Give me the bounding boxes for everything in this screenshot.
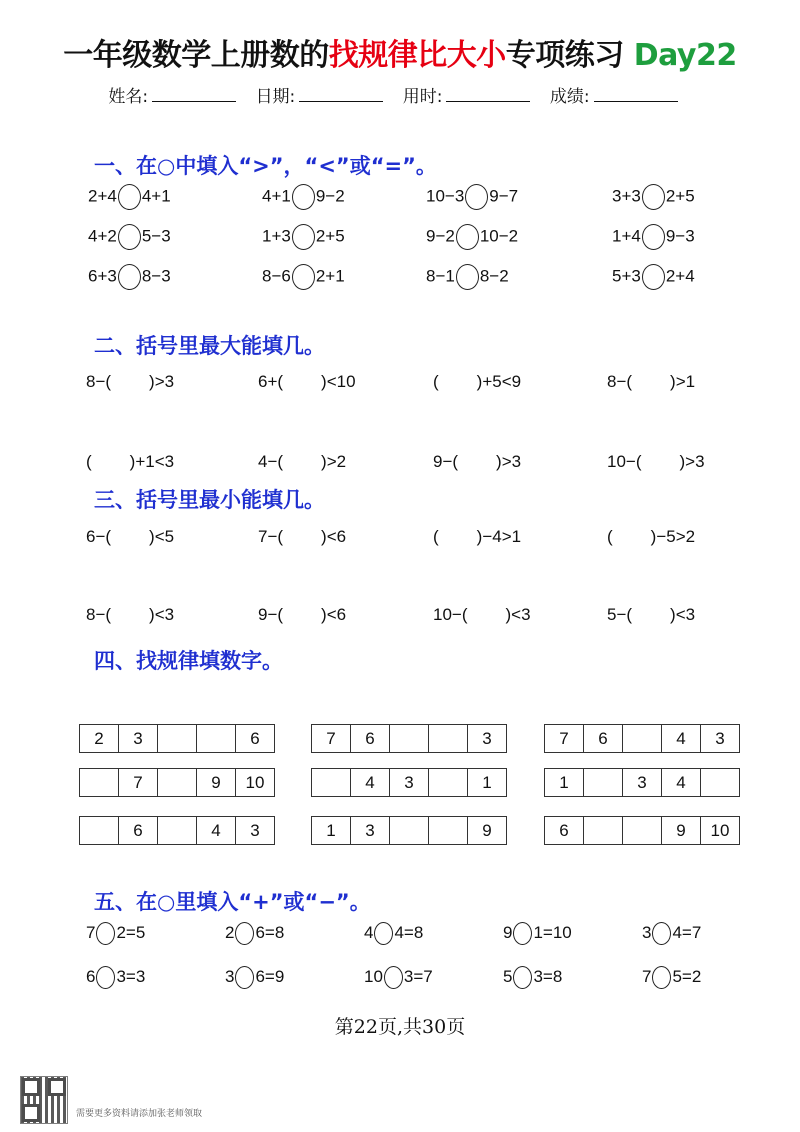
compare-item	[88, 224, 171, 250]
compare-left: 1+3	[262, 226, 291, 246]
section3-heading: 三、括号里最小能填几。	[94, 488, 325, 512]
compare-left: 3+3	[612, 186, 641, 206]
operator-item	[642, 966, 701, 989]
paren-item	[86, 605, 174, 625]
answer-circle[interactable]	[292, 264, 315, 290]
operator-item	[642, 922, 701, 945]
paren-item	[258, 527, 346, 547]
paren-left: (	[433, 372, 439, 391]
operator-right: 5=2	[672, 966, 702, 986]
pattern-cell: 9	[196, 768, 236, 797]
paren-left: 8−(	[607, 372, 633, 391]
pattern-cell[interactable]	[79, 768, 119, 797]
paren-item	[258, 452, 346, 472]
time-field[interactable]	[446, 87, 530, 102]
compare-right: 4+1	[141, 186, 171, 206]
pattern-row	[545, 768, 740, 797]
pattern-cell[interactable]	[311, 768, 351, 797]
operator-right: 6=9	[255, 966, 285, 986]
operator-right: 6=8	[255, 922, 285, 942]
student-info-row	[0, 82, 800, 107]
paren-right: )>2	[321, 452, 347, 471]
paren-item	[258, 605, 346, 625]
pattern-cell: 6	[544, 816, 584, 845]
pattern-cell[interactable]	[428, 768, 468, 797]
operator-circle[interactable]	[96, 922, 115, 945]
pattern-cell: 10	[235, 768, 275, 797]
operator-left: 9	[503, 922, 513, 942]
compare-left: 2+4	[88, 186, 117, 206]
operator-circle[interactable]	[513, 922, 532, 945]
answer-circle[interactable]	[465, 184, 488, 210]
score-field[interactable]	[594, 87, 678, 102]
pattern-cell: 3	[350, 816, 390, 845]
pattern-cell: 4	[196, 816, 236, 845]
title-tail: 专项练习	[505, 38, 624, 73]
paren-left: 10−(	[607, 452, 642, 471]
paren-left: (	[607, 527, 613, 546]
pattern-cell: 9	[467, 816, 507, 845]
compare-left: 5+3	[612, 266, 641, 286]
compare-right: 5−3	[141, 226, 171, 246]
pattern-cell[interactable]	[157, 768, 197, 797]
operator-circle[interactable]	[384, 966, 403, 989]
title-day: Day22	[633, 38, 737, 73]
paren-left: 10−(	[433, 605, 468, 624]
paren-left: (	[86, 452, 92, 471]
pattern-row	[80, 768, 275, 797]
compare-right: 2+5	[665, 186, 695, 206]
operator-left: 3	[225, 966, 235, 986]
pattern-cell[interactable]	[389, 816, 429, 845]
operator-circle[interactable]	[96, 966, 115, 989]
compare-left: 4+1	[262, 186, 291, 206]
paren-right: )<3	[149, 605, 175, 624]
paren-item	[86, 452, 174, 472]
pattern-cell: 1	[467, 768, 507, 797]
paren-item	[607, 372, 695, 392]
pattern-cell: 6	[350, 724, 390, 753]
pattern-cell: 6	[235, 724, 275, 753]
operator-left: 6	[86, 966, 96, 986]
pattern-cell: 6	[583, 724, 623, 753]
section2-heading: 二、括号里最大能填几。	[94, 334, 325, 358]
paren-item	[433, 372, 521, 392]
compare-right: 9−2	[315, 186, 345, 206]
operator-right: 4=8	[394, 922, 424, 942]
pattern-cell[interactable]	[622, 816, 662, 845]
paren-item	[607, 452, 705, 472]
compare-item	[262, 224, 345, 250]
pattern-cell: 2	[79, 724, 119, 753]
compare-right: 9−7	[489, 186, 519, 206]
paren-right: )>3	[149, 372, 175, 391]
time-label: 用时:	[402, 87, 443, 107]
title-highlight: 找规律比大小	[328, 38, 506, 73]
pattern-cell[interactable]	[700, 768, 740, 797]
compare-item	[426, 224, 518, 250]
operator-left: 7	[642, 966, 652, 986]
date-field[interactable]	[299, 87, 383, 102]
pattern-row	[80, 816, 275, 845]
answer-circle[interactable]	[642, 184, 665, 210]
paren-right: )>3	[496, 452, 522, 471]
compare-item	[262, 264, 345, 290]
paren-item	[433, 605, 531, 625]
compare-item	[612, 224, 695, 250]
compare-left: 10−3	[426, 186, 465, 206]
paren-left: 9−(	[258, 605, 284, 624]
pattern-cell: 1	[311, 816, 351, 845]
operator-circle[interactable]	[652, 966, 671, 989]
pattern-cell: 3	[622, 768, 662, 797]
pattern-cell: 9	[661, 816, 701, 845]
paren-left: (	[433, 527, 439, 546]
operator-item	[225, 922, 284, 945]
paren-left: 8−(	[86, 372, 112, 391]
page-title	[0, 30, 800, 74]
pattern-cell: 4	[661, 724, 701, 753]
answer-circle[interactable]	[118, 264, 141, 290]
pattern-cell[interactable]	[622, 724, 662, 753]
paren-right: )<10	[321, 372, 356, 391]
paren-item	[607, 527, 695, 547]
operator-item	[364, 966, 433, 989]
qr-code-icon	[20, 1076, 68, 1124]
pattern-cell: 3	[467, 724, 507, 753]
operator-left: 5	[503, 966, 513, 986]
compare-right: 2+1	[315, 266, 345, 286]
pattern-row	[545, 724, 740, 753]
paren-left: 4−(	[258, 452, 284, 471]
compare-right: 2+4	[665, 266, 695, 286]
operator-right: 4=7	[672, 922, 702, 942]
operator-right: 3=8	[533, 966, 563, 986]
compare-left: 9−2	[426, 226, 455, 246]
paren-left: 6+(	[258, 372, 284, 391]
compare-item	[612, 184, 695, 210]
paren-item	[433, 527, 521, 547]
paren-left: 8−(	[86, 605, 112, 624]
pattern-cell[interactable]	[583, 816, 623, 845]
operator-circle[interactable]	[235, 922, 254, 945]
pattern-cell: 3	[235, 816, 275, 845]
answer-circle[interactable]	[118, 184, 141, 210]
operator-circle[interactable]	[374, 922, 393, 945]
name-label: 姓名:	[108, 87, 149, 107]
answer-circle[interactable]	[642, 264, 665, 290]
paren-left: 7−(	[258, 527, 284, 546]
compare-item	[426, 264, 509, 290]
operator-circle[interactable]	[652, 922, 671, 945]
operator-circle[interactable]	[513, 966, 532, 989]
answer-circle[interactable]	[292, 184, 315, 210]
paren-right: )+1<3	[129, 452, 175, 471]
pattern-cell: 3	[389, 768, 429, 797]
pattern-cell[interactable]	[583, 768, 623, 797]
page-number: 第22页,共30页	[334, 1016, 466, 1038]
compare-right: 2+5	[315, 226, 345, 246]
compare-left: 4+2	[88, 226, 117, 246]
pattern-cell: 1	[544, 768, 584, 797]
compare-left: 8−6	[262, 266, 291, 286]
pattern-cell[interactable]	[157, 724, 197, 753]
paren-right: )−4>1	[476, 527, 522, 546]
compare-right: 8−2	[479, 266, 509, 286]
compare-item	[612, 264, 695, 290]
operator-right: 2=5	[116, 922, 146, 942]
operator-left: 10	[364, 966, 383, 986]
compare-right: 10−2	[479, 226, 519, 246]
operator-right: 3=7	[403, 966, 433, 986]
paren-left: 6−(	[86, 527, 112, 546]
paren-item	[258, 372, 356, 392]
paren-right: )+5<9	[476, 372, 522, 391]
operator-item	[86, 922, 145, 945]
pattern-row	[312, 768, 507, 797]
paren-right: )<6	[321, 605, 347, 624]
pattern-cell: 10	[700, 816, 740, 845]
pattern-cell: 7	[118, 768, 158, 797]
compare-left: 1+4	[612, 226, 641, 246]
pattern-cell[interactable]	[79, 816, 119, 845]
compare-item	[426, 184, 518, 210]
compare-right: 8−3	[141, 266, 171, 286]
pattern-row	[312, 816, 507, 845]
paren-item	[86, 527, 174, 547]
paren-item	[607, 605, 695, 625]
operator-left: 2	[225, 922, 235, 942]
paren-item	[433, 452, 521, 472]
answer-circle[interactable]	[456, 224, 479, 250]
compare-left: 8−1	[426, 266, 455, 286]
score-label: 成绩:	[549, 87, 590, 107]
paren-right: )>1	[670, 372, 696, 391]
operator-right: 1=10	[533, 922, 572, 942]
pattern-cell[interactable]	[428, 724, 468, 753]
operator-right: 3=3	[116, 966, 146, 986]
pattern-row	[312, 724, 507, 753]
paren-left: 9−(	[433, 452, 459, 471]
compare-right: 9−3	[665, 226, 695, 246]
compare-left: 6+3	[88, 266, 117, 286]
answer-circle[interactable]	[456, 264, 479, 290]
operator-left: 3	[642, 922, 652, 942]
pattern-cell: 7	[311, 724, 351, 753]
title-main: 一年级数学上册数的	[63, 38, 329, 73]
pattern-cell: 4	[661, 768, 701, 797]
date-label: 日期:	[255, 87, 296, 107]
pattern-cell[interactable]	[428, 816, 468, 845]
section4-heading: 四、找规律填数字。	[94, 649, 283, 673]
section1-heading: 一、在○中填入“>”，“<”或“=”。	[94, 154, 437, 178]
paren-item	[86, 372, 174, 392]
operator-item	[86, 966, 145, 989]
paren-right: )<6	[321, 527, 347, 546]
paren-right: )−5>2	[650, 527, 696, 546]
pattern-cell: 3	[700, 724, 740, 753]
paren-right: )<3	[670, 605, 696, 624]
answer-circle[interactable]	[642, 224, 665, 250]
paren-right: )<3	[505, 605, 531, 624]
paren-left: 5−(	[607, 605, 633, 624]
section5-heading: 五、在○里填入“+”或“−”。	[94, 890, 371, 914]
compare-item	[88, 184, 171, 210]
operator-left: 4	[364, 922, 374, 942]
operator-item	[503, 966, 562, 989]
pattern-cell: 4	[350, 768, 390, 797]
compare-item	[88, 264, 171, 290]
pattern-cell[interactable]	[196, 724, 236, 753]
operator-left: 7	[86, 922, 96, 942]
answer-circle[interactable]	[118, 224, 141, 250]
compare-item	[262, 184, 345, 210]
footer-note: 需要更多资料请添加张老师领取	[76, 1109, 203, 1119]
paren-right: )>3	[679, 452, 705, 471]
answer-circle[interactable]	[292, 224, 315, 250]
pattern-cell: 7	[544, 724, 584, 753]
pattern-cell[interactable]	[389, 724, 429, 753]
operator-circle[interactable]	[235, 966, 254, 989]
pattern-row	[545, 816, 740, 845]
operator-item	[364, 922, 423, 945]
paren-right: )<5	[149, 527, 175, 546]
pattern-cell: 6	[118, 816, 158, 845]
name-field[interactable]	[152, 87, 236, 102]
operator-item	[503, 922, 572, 945]
pattern-cell[interactable]	[157, 816, 197, 845]
pattern-cell: 3	[118, 724, 158, 753]
pattern-row	[80, 724, 275, 753]
operator-item	[225, 966, 284, 989]
